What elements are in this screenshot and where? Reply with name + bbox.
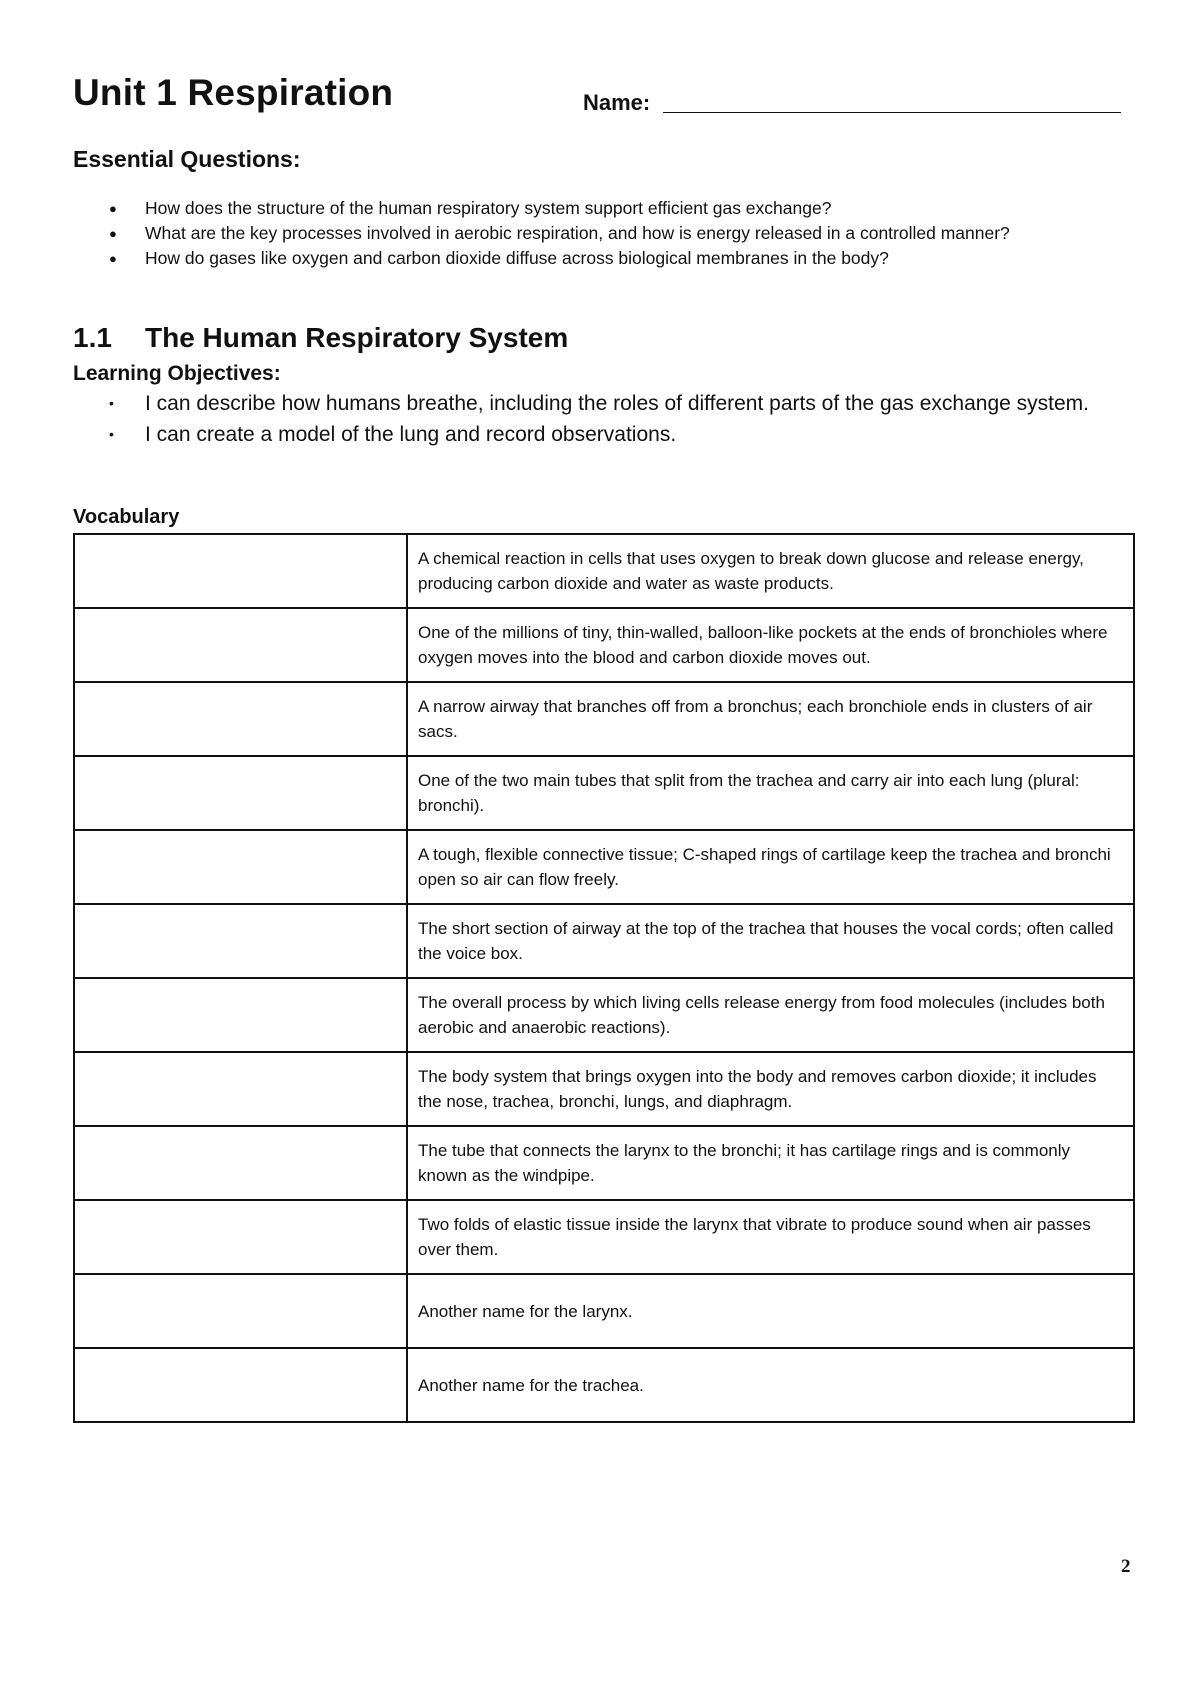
section-heading [73,322,568,354]
definition-cell: A narrow airway that branches off from a bronchus; each bronchiole ends in clusters of air sacs. [407,682,1134,756]
table-row [74,534,1134,608]
vocabulary-table [73,533,1135,1423]
term-answer-cell[interactable] [74,1126,407,1200]
bullet-icon: ● [109,226,117,241]
learning-objectives-list [73,388,1123,450]
term-answer-cell[interactable] [74,904,407,978]
definition-cell: Another name for the larynx. [407,1274,1134,1348]
essential-questions-heading: Essential Questions: [73,146,301,172]
vocabulary-heading: Vocabulary [73,506,180,528]
term-answer-cell[interactable] [74,830,407,904]
list-item [73,419,1123,450]
name-field-line[interactable] [663,112,1121,113]
list-item [73,388,1123,419]
question-text: How does the structure of the human respiratory system support efficient gas exchange? [145,198,832,218]
term-answer-cell[interactable] [74,978,407,1052]
definition-cell: One of the two main tubes that split from the trachea and carry air into each lung (plural: bronchi). [407,756,1134,830]
bullet-icon: ● [109,201,117,216]
table-row [74,978,1134,1052]
table-row [74,1348,1134,1422]
bullet-icon: • [109,426,114,442]
header [73,72,1131,126]
table-row [74,830,1134,904]
list-item [73,246,1153,271]
learning-objectives-heading: Learning Objectives: [73,362,281,385]
question-text: What are the key processes involved in aerobic respiration, and how is energy released in a controlled manner? [145,223,1010,243]
table-row [74,682,1134,756]
definition-cell: The body system that brings oxygen into the body and removes carbon dioxide; it includes the nose, trachea, bronchi, lungs, and diaphragm. [407,1052,1134,1126]
term-answer-cell[interactable] [74,608,407,682]
term-answer-cell[interactable] [74,534,407,608]
definition-cell: A tough, flexible connective tissue; C-shaped rings of cartilage keep the trachea and bronchi open so air can flow freely. [407,830,1134,904]
definition-cell: Two folds of elastic tissue inside the larynx that vibrate to produce sound when air passes over them. [407,1200,1134,1274]
essential-questions-list [73,196,1153,271]
name-label: Name: [583,90,651,115]
section-title: The Human Respiratory System [145,322,569,353]
term-answer-cell[interactable] [74,756,407,830]
table-row [74,608,1134,682]
table-row [74,904,1134,978]
question-text: How do gases like oxygen and carbon dioxide diffuse across biological membranes in the body? [145,248,889,268]
term-answer-cell[interactable] [74,1348,407,1422]
definition-cell: The overall process by which living cells release energy from food molecules (includes both aerobic and anaerobic reactions). [407,978,1134,1052]
term-answer-cell[interactable] [74,682,407,756]
definition-cell: The short section of airway at the top of the trachea that houses the vocal cords; often called the voice box. [407,904,1134,978]
bullet-icon: ● [109,251,117,266]
page-number: 2 [1121,1556,1131,1577]
definition-cell: One of the millions of tiny, thin-walled, balloon-like pockets at the ends of bronchioles where oxygen moves into the blood and carbon dioxide moves out. [407,608,1134,682]
term-answer-cell[interactable] [74,1200,407,1274]
section-number: 1.1 [73,322,112,353]
table-row [74,756,1134,830]
list-item [73,221,1153,246]
table-row [74,1274,1134,1348]
definition-cell: A chemical reaction in cells that uses oxygen to break down glucose and release energy, producing carbon dioxide and water as waste products. [407,534,1134,608]
table-row [74,1052,1134,1126]
term-answer-cell[interactable] [74,1052,407,1126]
bullet-icon: • [109,395,114,411]
objective-text: I can describe how humans breathe, including the roles of different parts of the gas exchange system. [145,392,1089,415]
definition-cell: Another name for the trachea. [407,1348,1134,1422]
page-title: Unit 1 Respiration [73,72,394,113]
list-item [73,196,1153,221]
table-row [74,1126,1134,1200]
objective-text: I can create a model of the lung and record observations. [145,423,677,446]
table-row [74,1200,1134,1274]
term-answer-cell[interactable] [74,1274,407,1348]
definition-cell: The tube that connects the larynx to the bronchi; it has cartilage rings and is commonly known as the windpipe. [407,1126,1134,1200]
